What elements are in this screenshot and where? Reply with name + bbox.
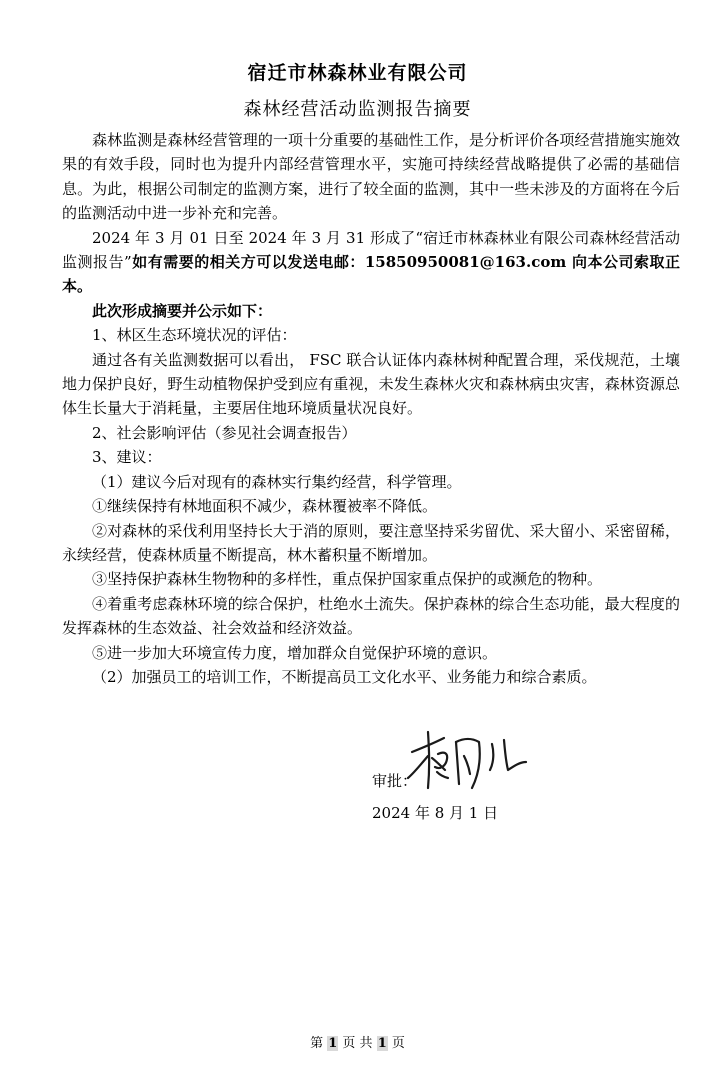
contact-email-text: 如有需要的相关方可以发送电邮：15850950081@163.com 向本公司索取正本。: [62, 253, 681, 296]
recommendation-2: （2）加强员工的培训工作，不断提高员工文化水平、业务能力和综合素质。: [92, 667, 597, 686]
summary-heading: 此次形成摘要并公示如下：: [92, 301, 273, 320]
recommendation-item: ⑤进一步加大环境宣传力度，增加群众自觉保护环境的意识。: [92, 643, 498, 662]
footer-middle: 页 共: [342, 1036, 373, 1051]
recommendation-item: ①继续保持有林地面积不减少，森林覆被率不降低。: [92, 497, 438, 516]
section-3-title: 3、建议：: [92, 448, 162, 467]
section-2-title: 2、社会影响评估（参见社会调查报告）: [92, 423, 357, 442]
footer-prefix: 第: [310, 1036, 324, 1051]
document-body: [62, 128, 680, 689]
approval-label: 审批：: [372, 772, 418, 790]
total-page-number: 1: [377, 1036, 387, 1051]
recommendation-item: ③坚持保护森林生物物种的多样性，重点保护国家重点保护的或濒危的物种。: [92, 570, 603, 589]
report-period-paragraph: [62, 226, 680, 299]
company-title: 宿迁市林森林业有限公司: [247, 62, 468, 84]
handwritten-signature-icon: [404, 728, 554, 798]
approval-date: 2024 年 8 月 1 日: [372, 804, 499, 822]
page-footer: [0, 1032, 715, 1051]
section-1-title: 1、林区生态环境状况的评估：: [92, 326, 297, 345]
report-title: 森林经营活动监测报告摘要: [243, 99, 472, 120]
report-period-text: 2024 年 3 月 01 日至 2024 年 3 月 31 形成了“宿迁市林森林业有限公司森林经营活动监测报告”: [62, 228, 680, 272]
current-page-number: 1: [328, 1036, 338, 1051]
recommendation-item: ②对森林的采伐利用坚持长大于消的原则，要注意坚持采劣留优、采大留小、采密留稀，永续经营，使森林质量不断提高，林木蓄积量不断增加。: [62, 521, 680, 564]
section-1-body: 通过各有关监测数据可以看出， FSC 联合认证体内森林树种配置合理，采伐规范，土壤地力保护良好，野生动植物保护受到应有重视，未发生森林火灾和森林病虫灾害，森林资源总体生长量大于消耗量，主要居住地环境质量状况良好。: [62, 350, 680, 418]
intro-paragraph: 森林监测是森林经营管理的一项十分重要的基础性工作，是分析评价各项经营措施实施效果的有效手段，同时也为提升内部经营管理水平，实施可持续经营战略提供了必需的基础信息。为此，根据公司制定的监测方案，进行了较全面的监测，其中一些未涉及的方面将在今后的监测活动中进一步补充和完善。: [62, 131, 680, 223]
recommendation-1: （1）建议今后对现有的森林实行集约经营，科学管理。: [92, 472, 462, 491]
footer-suffix: 页: [391, 1036, 405, 1051]
recommendation-item: ④着重考虑森林环境的综合保护，杜绝水土流失。保护森林的综合生态功能，最大程度的发挥森林的生态效益、社会效益和经济效益。: [62, 594, 680, 638]
